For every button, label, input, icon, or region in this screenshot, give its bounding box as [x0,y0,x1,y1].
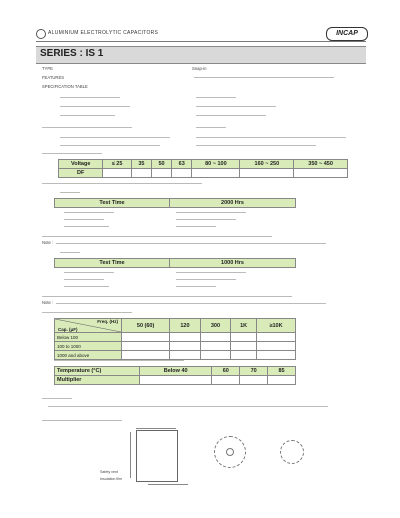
ripple-cell [200,342,230,351]
spec-line [196,106,276,107]
df-cell: 350 ~ 450 [294,160,348,169]
spec-line [196,97,236,98]
ripple-cell [122,333,170,342]
spec-line [196,127,226,128]
shelf-life-header: Test Time [55,259,170,268]
ripple-freq-row-label: 1000 and above [55,351,122,360]
header-logo-mark [36,29,46,39]
df-cell: 80 ~ 100 [192,160,240,169]
spec-line [64,226,109,227]
spec-line [64,272,114,273]
spec-line [176,279,236,280]
ripple-temp-header: Temperature (°C) [55,367,140,376]
spec-line [176,219,236,220]
spec-line [64,212,114,213]
df-table-row [59,169,348,178]
spec-line [196,115,266,116]
ripple-cell [200,351,230,360]
df-table [58,159,348,178]
ripple-freq-header: 50 (60) [122,319,170,333]
load-life-header: 2000 Hrs [170,199,296,208]
ripple-cell [231,333,257,342]
spec-line [60,115,115,116]
df-cell [131,169,151,178]
features-text-placeholder [194,77,334,78]
header-rule [36,41,366,42]
spec-line [176,226,216,227]
df-cell: Voltage [59,160,103,169]
spec-line [176,272,246,273]
df-cell: 35 [131,160,151,169]
spec-line [54,360,184,361]
ripple-temp-header-row [55,367,296,376]
spec-line [60,252,80,253]
shelf-life-table [54,258,296,268]
ripple-cell [140,376,212,385]
ripple-freq-row [55,342,296,351]
ripple-cell [231,351,257,360]
ripple-cell [122,351,170,360]
spec-line [60,106,130,107]
spec-line [176,212,246,213]
spec-line [64,219,104,220]
spec-line [196,137,346,138]
ripple-cell [257,333,296,342]
spec-line [42,296,292,297]
ripple-temp-header: 85 [268,367,296,376]
spec-line [56,303,326,304]
spec-line [176,286,216,287]
ripple-temp-header: 70 [240,367,268,376]
df-table-row [59,160,348,169]
insulation-label: Insulation film [100,477,122,481]
spec-line [42,236,272,237]
df-cell [240,169,294,178]
pcb-layout-circle [280,440,304,464]
dimension-line [148,484,188,485]
cap-corner-label: Cap. (μF) [58,327,78,332]
ripple-cell [200,333,230,342]
spec-line [60,97,120,98]
df-cell: ≤ 25 [103,160,131,169]
spec-line [60,192,80,193]
ripple-freq-row-label: 100 to 1000 [55,342,122,351]
ripple-temp-row-label: Multiplier [55,376,140,385]
type-label: TYPE [42,66,53,71]
ripple-cell [122,342,170,351]
ripple-cell [212,376,240,385]
spec-line [60,137,170,138]
note-label: Note : [42,300,54,305]
ripple-freq-header: ≥10K [257,319,296,333]
spec-line [42,312,132,313]
ripple-freq-row [55,351,296,360]
series-title: SERIES : IS 1 [40,48,104,59]
spec-line [64,279,104,280]
spec-line [56,243,326,244]
ripple-freq-header: 1K [231,319,257,333]
df-row-label: DF [59,169,103,178]
df-cell [103,169,131,178]
df-cell: 63 [172,160,192,169]
ripple-temp-table [54,366,296,385]
dimension-line [136,428,176,429]
ripple-cell [268,376,296,385]
load-life-table [54,198,296,208]
ripple-cell [257,342,296,351]
spec-table-label: SPECIFICATION TABLE [42,84,88,89]
ripple-freq-table [54,318,296,360]
ripple-cell [170,351,200,360]
ripple-cell [231,342,257,351]
top-view-inner [226,448,234,456]
spec-line [196,145,316,146]
ripple-freq-corner [55,319,122,333]
df-cell [172,169,192,178]
spec-line [60,145,160,146]
df-cell [294,169,348,178]
ripple-freq-row-label: Below 100 [55,333,122,342]
spec-line [42,127,132,128]
note-label: Note : [42,240,54,245]
load-life-header: Test Time [55,199,170,208]
ripple-temp-row [55,376,296,385]
ripple-cell [257,351,296,360]
freq-corner-label: Freq. (Hz) [97,319,118,324]
shelf-life-header: 1000 Hrs [170,259,296,268]
spec-line [64,286,109,287]
df-cell [192,169,240,178]
safety-vent-label: Safety vent [100,470,118,474]
shelf-life-header-row [55,259,296,268]
dimension-line [130,432,131,478]
ripple-freq-header-row [55,319,296,333]
spec-line [42,398,72,399]
ripple-cell [170,342,200,351]
df-cell [151,169,171,178]
ripple-temp-header: 60 [212,367,240,376]
spec-line [42,153,102,154]
spec-line [42,420,122,421]
features-label: FEATURES [42,75,65,80]
df-cell: 160 ~ 250 [240,160,294,169]
load-life-header-row [55,199,296,208]
type-value: Snap-in [192,66,207,71]
ripple-freq-header: 300 [200,319,230,333]
incap-logo: INCAP [326,27,368,41]
spec-line [42,183,202,184]
ripple-freq-row [55,333,296,342]
capacitor-body-drawing [136,430,178,482]
ripple-temp-header: Below 40 [140,367,212,376]
ripple-cell [170,333,200,342]
df-cell: 50 [151,160,171,169]
ripple-freq-header: 120 [170,319,200,333]
ripple-cell [240,376,268,385]
header-title: ALUMINIUM ELECTROLYTIC CAPACITORS [48,30,159,36]
spec-line [48,406,328,407]
